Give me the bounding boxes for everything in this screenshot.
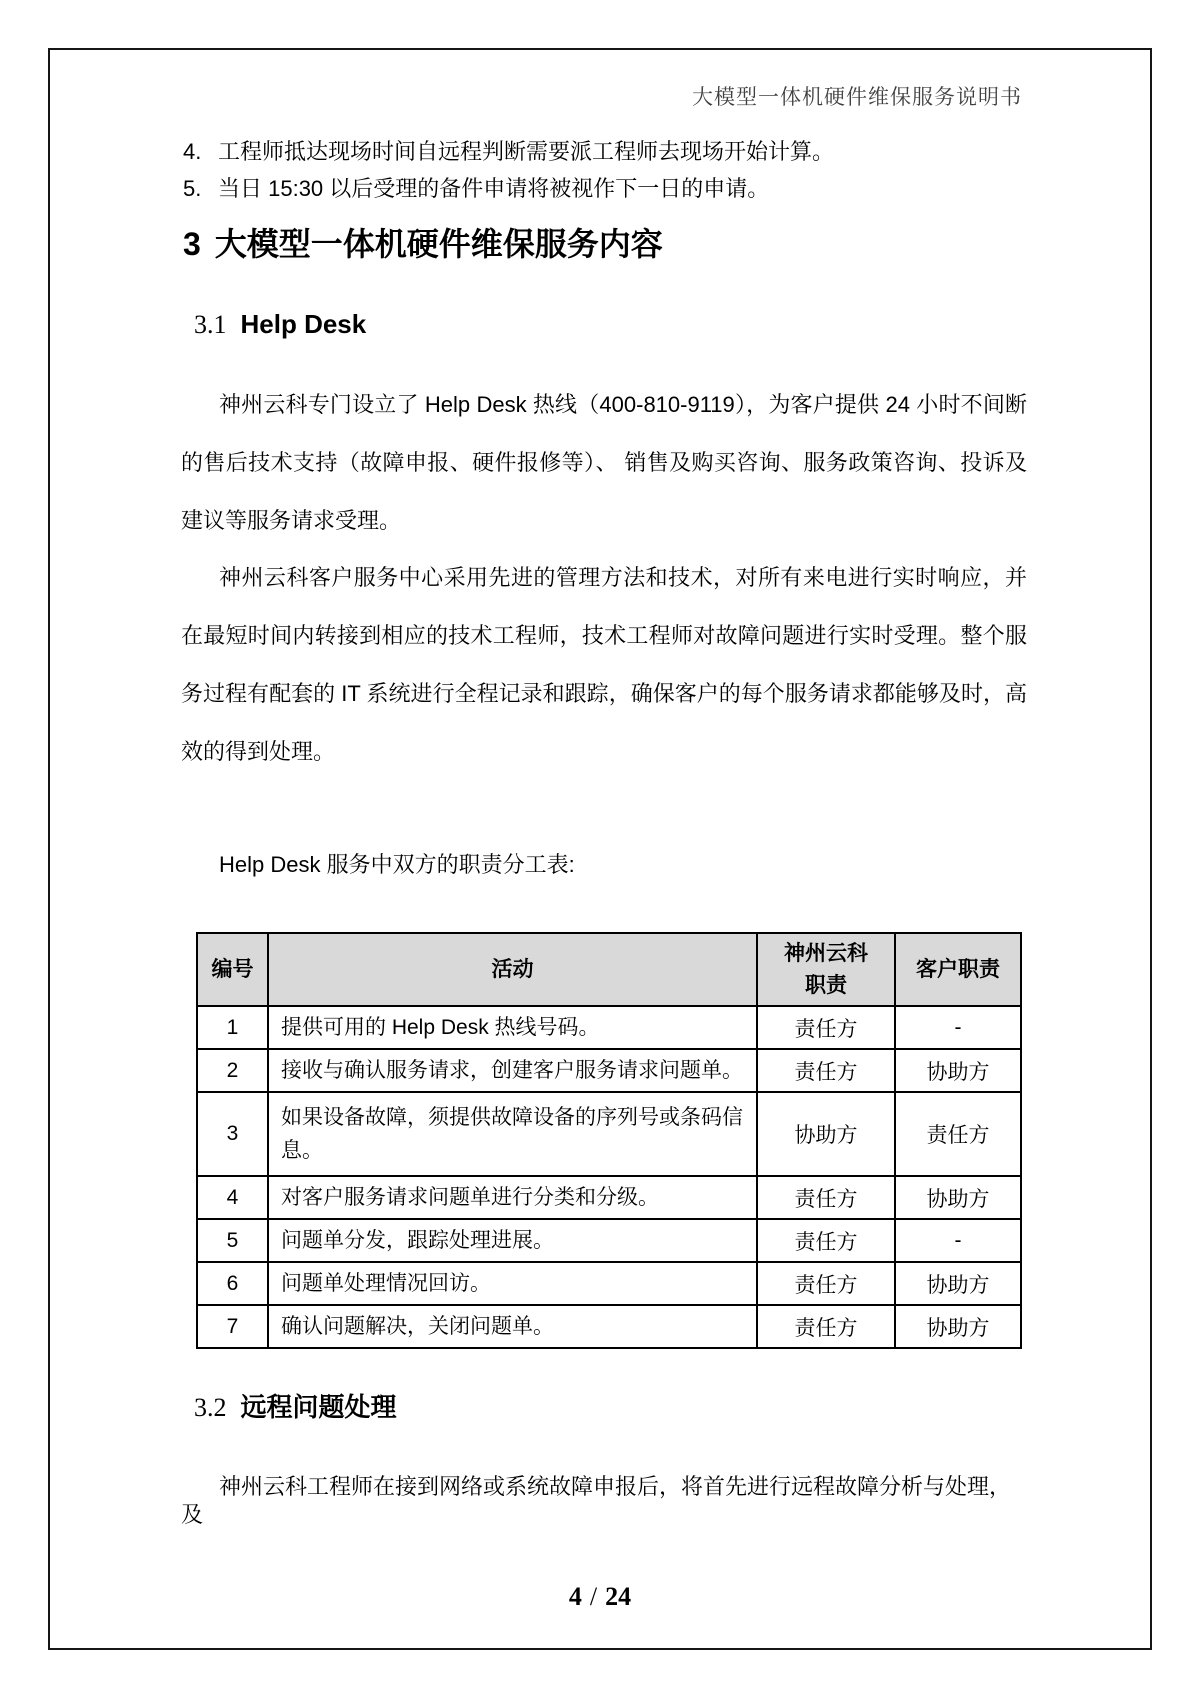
section-3-heading — [183, 224, 663, 264]
row-number: 6 — [197, 1262, 268, 1305]
row-vendor-role: 责任方 — [757, 1219, 895, 1262]
footer-separator: / — [589, 1582, 598, 1611]
column-header-activity: 活动 — [268, 933, 757, 1006]
row-customer-role: 协助方 — [895, 1305, 1021, 1348]
section-3-2-number: 3.2 — [194, 1393, 227, 1422]
row-customer-role: 协助方 — [895, 1049, 1021, 1092]
section-3-1-heading — [194, 308, 366, 341]
column-header-vendor — [757, 933, 895, 1006]
row-number: 7 — [197, 1305, 268, 1348]
row-number: 1 — [197, 1006, 268, 1049]
table-row — [197, 1006, 1021, 1049]
column-header-number: 编号 — [197, 933, 268, 1006]
row-vendor-role: 责任方 — [757, 1305, 895, 1348]
row-vendor-role: 责任方 — [757, 1049, 895, 1092]
list-item-5 — [183, 176, 1028, 202]
footer-current-page: 4 — [568, 1582, 582, 1611]
row-activity: 问题单分发，跟踪处理进展。 — [268, 1219, 757, 1262]
row-activity: 提供可用的 Help Desk 热线号码。 — [268, 1006, 757, 1049]
list-item-5-marker: 5. — [183, 176, 202, 201]
column-header-vendor-line1: 神州云科 — [784, 941, 868, 965]
responsibility-table — [196, 932, 1022, 1349]
row-activity: 确认问题解决，关闭问题单。 — [268, 1305, 757, 1348]
paragraph-helpdesk-intro: 神州云科专门设立了 Help Desk 热线（400-810-9119），为客户提供 24 小时不间断的售后技术支持（故障申报、硬件报修等）、 销售及购买咨询、服务政策咨询、投诉及建议等服务请求受理。 — [181, 392, 1027, 533]
column-header-customer: 客户职责 — [895, 933, 1021, 1006]
list-item-4 — [183, 139, 1028, 165]
list-item-4-marker: 4. — [183, 139, 202, 164]
page-header — [180, 84, 1022, 110]
table-header-row — [197, 933, 1021, 1006]
section-3-title: 大模型一体机硬件维保服务内容 — [214, 226, 663, 262]
row-vendor-role: 协助方 — [757, 1092, 895, 1176]
table-intro-text: Help Desk 服务中双方的职责分工表: — [219, 852, 575, 877]
row-number: 2 — [197, 1049, 268, 1092]
row-number: 3 — [197, 1092, 268, 1176]
paragraph-service-center: 神州云科客户服务中心采用先进的管理方法和技术，对所有来电进行实时响应，并在最短时间内转接到相应的技术工程师，技术工程师对故障问题进行实时受理。整个服务过程有配套的 IT 系统进行全程记录和跟踪，确保客户的每个服务请求都能够及时，高效的得到处理。 — [181, 565, 1027, 764]
row-activity: 接收与确认服务请求，创建客户服务请求问题单。 — [268, 1049, 757, 1092]
table-row — [197, 1219, 1021, 1262]
list-item-5-text: 当日 15:30 以后受理的备件申请将被视作下一日的申请。 — [218, 176, 770, 201]
row-activity: 对客户服务请求问题单进行分类和分级。 — [268, 1176, 757, 1219]
row-activity: 如果设备故障，须提供故障设备的序列号或条码信息。 — [268, 1092, 757, 1176]
row-customer-role: 协助方 — [895, 1176, 1021, 1219]
row-vendor-role: 责任方 — [757, 1176, 895, 1219]
table-row — [197, 1262, 1021, 1305]
row-number: 5 — [197, 1219, 268, 1262]
table-row — [197, 1092, 1021, 1176]
row-customer-role: 责任方 — [895, 1092, 1021, 1176]
footer-total-pages: 24 — [605, 1582, 632, 1611]
table-row — [197, 1176, 1021, 1219]
header-title: 大模型一体机硬件维保服务说明书 — [692, 85, 1022, 109]
row-customer-role: 协助方 — [895, 1262, 1021, 1305]
section-3-1-title: Help Desk — [240, 309, 367, 339]
row-customer-role: - — [895, 1006, 1021, 1049]
section-3-number: 3 — [183, 226, 201, 262]
page-footer — [0, 1582, 1200, 1612]
paragraph-remote-handling: 神州云科工程师在接到网络或系统故障申报后，将首先进行远程故障分析与处理，及 — [181, 1474, 1012, 1527]
row-number: 4 — [197, 1176, 268, 1219]
row-customer-role: - — [895, 1219, 1021, 1262]
row-vendor-role: 责任方 — [757, 1262, 895, 1305]
row-vendor-role: 责任方 — [757, 1006, 895, 1049]
table-row — [197, 1049, 1021, 1092]
table-row — [197, 1305, 1021, 1348]
section-3-1-number: 3.1 — [194, 310, 227, 339]
row-activity: 问题单处理情况回访。 — [268, 1262, 757, 1305]
section-3-2-title: 远程问题处理 — [240, 1392, 397, 1422]
section-3-2-heading — [194, 1391, 397, 1424]
list-item-4-text: 工程师抵达现场时间自远程判断需要派工程师去现场开始计算。 — [218, 139, 835, 164]
column-header-vendor-line2: 职责 — [805, 973, 847, 997]
